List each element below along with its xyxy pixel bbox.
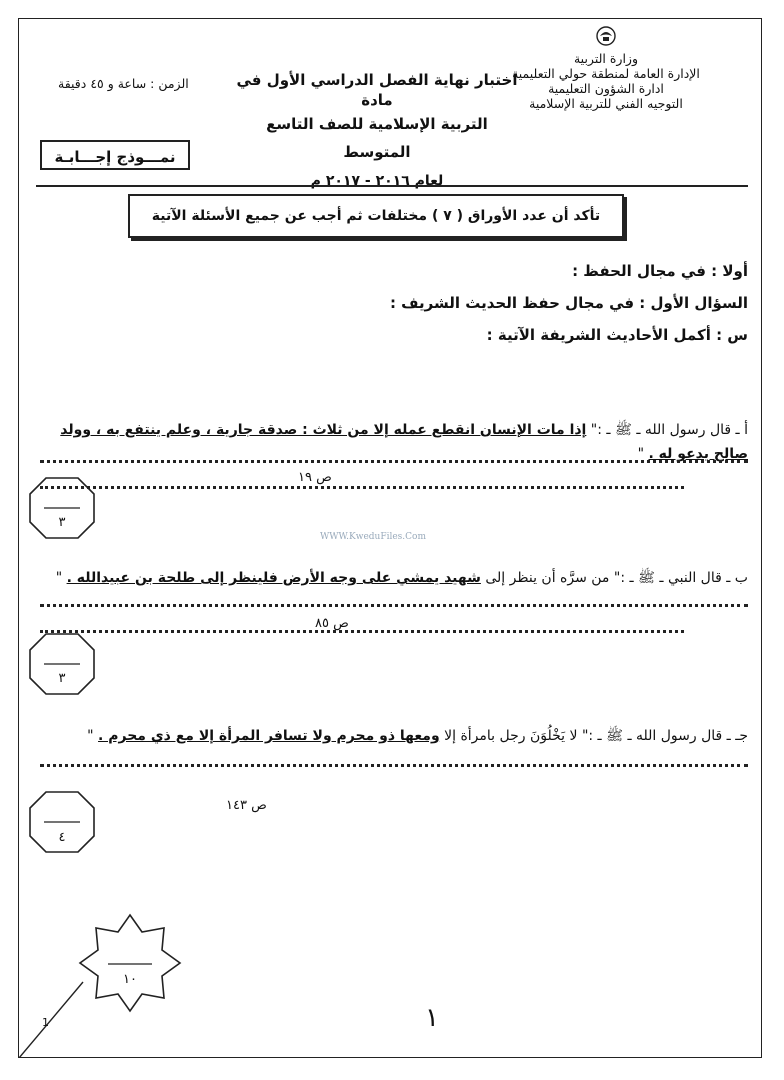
mark-box: [28, 476, 96, 540]
hadith-a-suffix: ": [637, 446, 649, 462]
kuwait-emblem-icon: [595, 24, 617, 46]
question-one-heading: السؤال الأول : في مجال حفظ الحديث الشريف :: [389, 294, 748, 312]
page-number: ١: [425, 1003, 439, 1033]
exam-time: الزمن : ساعة و ٤٥ دقيقة: [58, 76, 189, 91]
hadith-a-prefix: أ ـ قال رسول الله ـ ﷺ ـ :": [586, 422, 748, 438]
hadith-b-answer: شهيد يمشي على وجه الأرض فلينظر إلى طلحة بن عبيدالله .: [66, 570, 481, 586]
exam-title-line2: التربية الإسلامية للصف التاسع المتوسط: [266, 115, 488, 161]
hadith-item-b: [26, 566, 748, 590]
department-name: ادارة الشؤون التعليمية: [548, 81, 664, 96]
mark-value: ٤: [58, 830, 66, 845]
hadith-c-prefix: جـ ـ قال رسول الله ـ ﷺ ـ :" لا يَخْلُوَنَ رجل بامرأة إلا: [439, 728, 748, 744]
model-answer-label: نمـــوذج إجـــابـة: [40, 140, 190, 170]
hadith-a-answer: إذا مات الإنسان انقطع عمله إلا من ثلاث : صدقة جارية ، وعلم ينتفع به ، وولد صالح يدعو له .: [60, 422, 748, 462]
watermark: WWW.KweduFiles.Com: [320, 532, 426, 542]
total-mark-star: [76, 912, 184, 1014]
hadith-item-a: [26, 418, 748, 466]
mark-box: [28, 632, 96, 696]
answer-line: [40, 764, 748, 767]
exam-title-line1: اختبار نهاية الفصل الدراسي الأول في مادة: [236, 71, 518, 109]
page-reference: ص ١٩: [298, 470, 332, 485]
mark-value: ٣: [58, 671, 66, 686]
answer-line: [40, 604, 748, 607]
instructions-box: تأكد أن عدد الأوراق ( ٧ ) مختلفات ثم أجب عن جميع الأسئلة الآتية: [128, 194, 624, 238]
hadith-b-prefix: ب ـ قال النبي ـ ﷺ ـ :" من سرَّه أن ينظر إلى: [480, 570, 748, 586]
task-heading: س : أكمل الأحاديث الشريفة الآتية :: [486, 326, 748, 344]
ministry-header: [486, 24, 726, 111]
mark-value: ٣: [58, 515, 66, 530]
total-mark-value: ١٠: [123, 972, 137, 987]
ministry-name: وزارة التربية: [573, 51, 638, 66]
page-reference: ص ٨٥: [315, 616, 349, 631]
page-reference: ص ١٤٣: [226, 798, 267, 813]
hadith-b-suffix: ": [55, 570, 67, 586]
header-divider: [36, 185, 748, 187]
page-corner-fold: [19, 980, 89, 1058]
hadith-c-suffix: ": [87, 728, 99, 744]
hadith-item-c: [26, 724, 748, 748]
answer-line: [40, 460, 748, 463]
exam-year: لعام ٢٠١٦ - ٢٠١٧ م: [310, 173, 444, 189]
supervision-name: التوجيه الفني للتربية الإسلامية: [529, 96, 683, 111]
exam-title: [232, 70, 522, 196]
hadith-c-answer: ومعها ذو محرم ولا تسافر المرأة إلا مع ذي محرم .: [98, 728, 440, 744]
answer-line: [40, 486, 684, 489]
directorate-name: الإدارة العامة لمنطقة حولي التعليمية: [512, 66, 700, 81]
answer-line: [40, 630, 684, 633]
section-first: أولا : في مجال الحفظ :: [572, 262, 748, 280]
corner-page-number: 1: [42, 1016, 49, 1029]
